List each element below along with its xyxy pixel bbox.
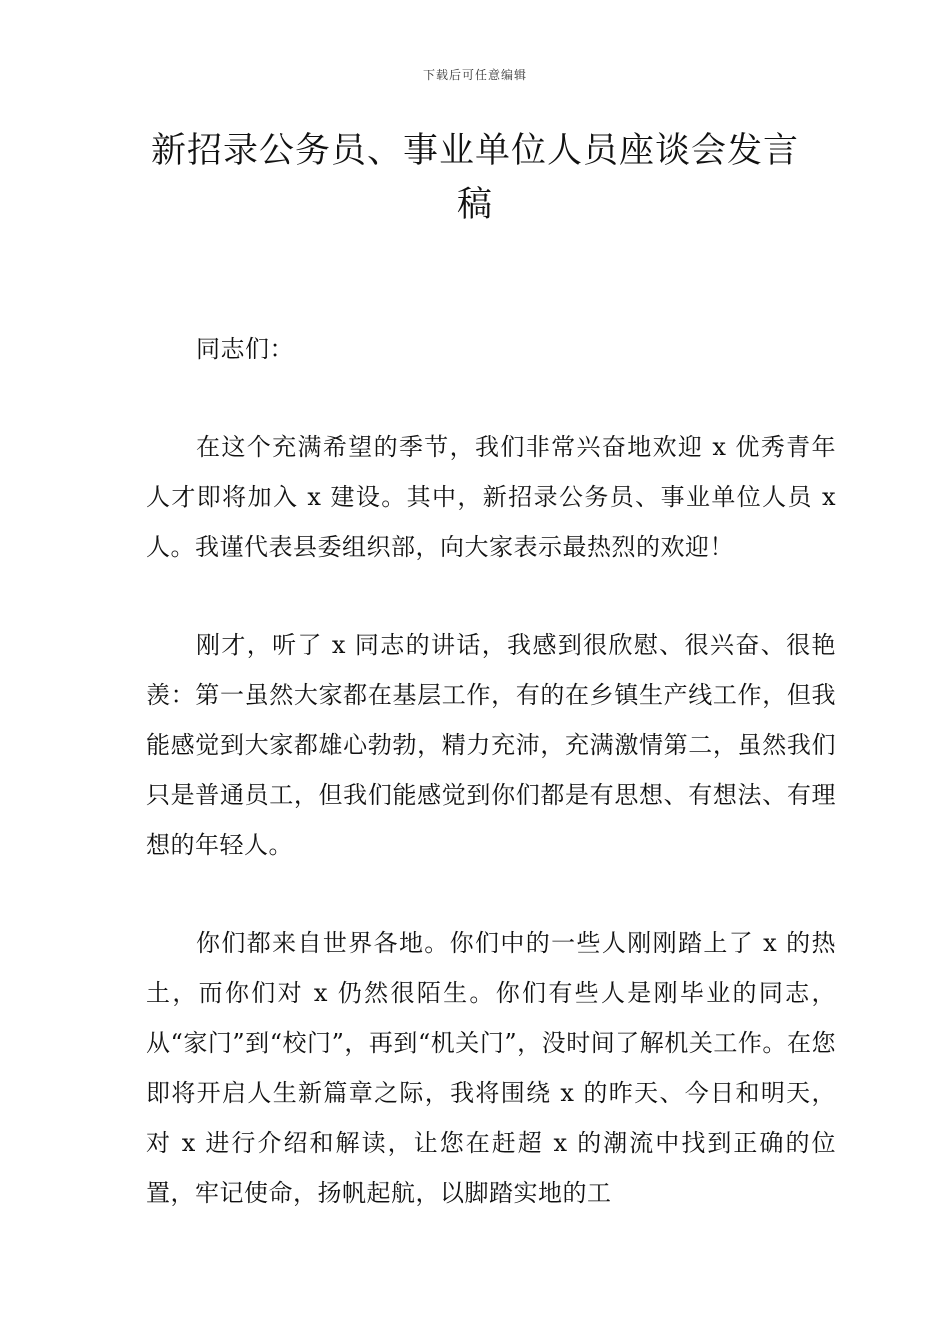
greeting: 同志们： — [196, 335, 294, 363]
paragraph-impressions: 刚才，听了 x 同志的讲话，我感到很欣慰、很兴奋、很艳羡：第一虽然大家都在基层工作，有的在乡镇生产线工作，但我能感觉到大家都雄心勃勃，精力充沛，充满激情第二，虽然我们只是普通员工，但我们能感觉到你们都是有思想、有想法、有理想的年轻人。 — [146, 631, 836, 859]
document-body — [146, 324, 836, 1266]
paragraph-welcome: 在这个充满希望的季节，我们非常兴奋地欢迎 x 优秀青年人才即将加入 x 建设。其中，新招录公务员、事业单位人员 x 人。我谨代表县委组织部，向大家表示最热烈的欢迎！ — [146, 433, 836, 561]
page-header-note: 下载后可任意编辑 — [422, 68, 527, 82]
paragraph-introduction: 你们都来自世界各地。你们中的一些人刚刚踏上了 x 的热土，而你们对 x 仍然很陌生。你们有些人是刚毕业的同志，从“家门”到“校门”，再到“机关门”，没时间了解机关工作。在您即将开启人生新篇章之际，我将围绕 x 的昨天、今日和明天，对 x 进行介绍和解读，让您在赶超 x 的潮流中找到正确的位置，牢记使命，扬帆起航，以脚踏实地的工 — [146, 929, 836, 1207]
document-title: 新招录公务员、事业单位人员座谈会发言稿 — [150, 131, 799, 225]
